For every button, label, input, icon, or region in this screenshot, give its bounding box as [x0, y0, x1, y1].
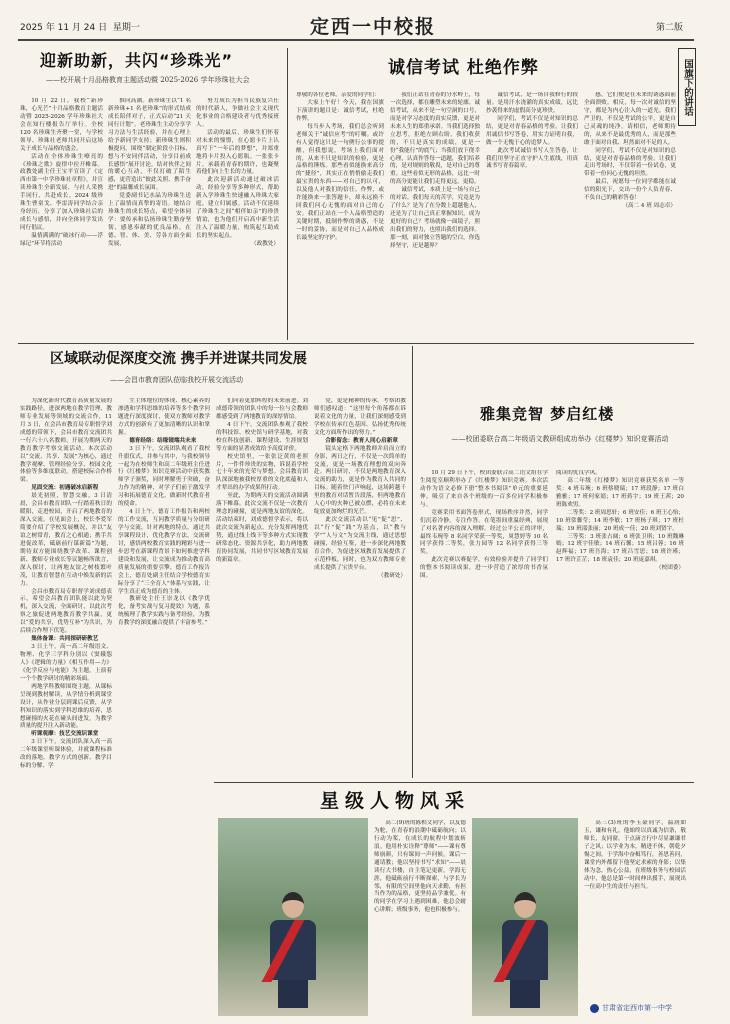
paragraph: 们向着更加辉煌的未来前进。刘成德带领的团队中的每一位与会教师都感受到了两地教育的深厚情谊。: [216, 398, 308, 420]
article5-col1: [374, 820, 466, 1018]
paragraph: 同学们，考试不仅是对知识的总结，更是对青春品格的考验。让我们用诚信书写答卷，用实力证明自我，做一个无愧于心的追梦人。: [486, 115, 578, 146]
paragraph: 晨光初照，智慧交融。3 日清晨，会昌市教育团队一行踏着秋日的暖阳，走进校园，开启了两地教育的深入交流。在见面会上，校长李爱军简要介绍了学校发展概况，并以“友谊之树常青，教育之心相通；携手共进促改革，砥砺前行谋新篇”为题，期待双方能围绕教学改革、课程创新、教师专业成长等议题畅所欲言，深入探讨，让两地友谊之树枝繁叶茂，让教育智慧在互动中焕发新的活力。: [20, 493, 112, 587]
paragraph: 高三(3)班的李玉豪同学，温润如玉，谦和有礼。他始终以真诚为信条，敬师长，友同窗，于点滴言行中尽显谦谦君子之风；以学业为本，精进不休，朝乾夕惕之间，于学海中奋楫笃行，善思善问，课堂内外都留下他坚定求索的身影；以集体为念，热心公益，在班级事务与校园活动中，他总是第一时间伸出援手，展现出一位高中生的责任与担当。: [584, 820, 686, 890]
article1-col2: [108, 98, 191, 338]
paragraph: 此次迎新活动通过破冰活动，经验分享等多种形式，帮助新入学珍珠生快速融入珍珠大家庭，建立归属感。活动不仅延续了珍珠生之间“相伴如亲”的珍贵情谊，也为他们开启高中新生活注入了温暖力量，构筑起互助成长的坚实起点。: [196, 177, 279, 239]
article1-title: 迎新助新，共闪“珍珠光”: [40, 51, 234, 70]
article3-subtitle: ——会昌市教育团队莅临我校开展交流活动: [110, 376, 243, 384]
article2-col3: [486, 92, 578, 340]
article1-col3: [196, 98, 279, 338]
subheading: 合影留念：教育人同心启新章: [325, 437, 398, 444]
article3-title: 区域联动促深度交流 携手并进谋共同发展: [50, 351, 307, 367]
footer-logo: [590, 1004, 672, 1014]
paragraph: 3 日上午，高一高二年级语文、物理、化学三学科分别以《窦娥怨人》《逻辑的力量》《相互作用—力》《化学反应与电能》为主题，上演着一个个教学研讨的精彩场面。: [20, 644, 112, 682]
article5-title: 星级人物风采: [320, 790, 471, 812]
school-emblem-icon: [590, 1004, 599, 1013]
subheading: 集体备课：共同探研研教艺: [31, 636, 99, 643]
footer-text: 甘肃省定西市第一中学: [602, 1004, 672, 1012]
paragraph: 校史馆里，一张张泛黄的老照片，一件件珍贵的实物，诉说着学校七十年来的光荣与梦想。会昌教育团队深深地被我校厚重的文化底蕴和人才辈出的办学成果所打动。: [216, 453, 308, 492]
student-photo-2: [472, 818, 578, 1016]
article4-col1: [420, 470, 548, 778]
paragraph: 此次考试诚信书写人生答卷，让我们用坚守正直守护人生底线，用真诚书写青春篇章。: [486, 147, 578, 170]
paragraph: 为深化新时代教育高质量发展的实践路径，进深两地在教学管理、教师专业发展等领域的交流合作，11 月 3 日，在会昌市教育局专职督学刘成德的带领下，会昌市教育交流团共一行六十八名教师，开展为期两天的教育教学考察交流活动。本次活动以“交流、共享、发展”为核心，通过教学观摩、管理经验分享、校园文化体验等多维度联动，搭建校际合作桥梁。: [20, 398, 112, 484]
paragraph: 此次竞赛以赛促学，有效检验并提升了同学们的整本书阅读成果，进一步营造了浓厚的书香氛围。: [420, 557, 548, 580]
paragraph: 镜头定格下两地教师并肩而立的身影，两日之行，不仅是一次简单的交流，更是一场教育理想的双向奔赴。两日研讨，不仅是两地教育深入交流的助力，更是作为教育人共同的目标。随着快门声响起，这场跨越千里的教育对话暂告段落，但两地教育人心中的火种已被点燃，必将在未来绽放更加绚烂的光芒。: [314, 445, 406, 516]
article3-col1: [20, 398, 112, 1018]
masthead: 定西一中校报: [310, 16, 437, 38]
edition-label: 第二版: [656, 23, 684, 33]
subheading: 听课观摩：技艺交流识课堂: [31, 731, 99, 738]
paragraph: 努力成长为担当民族复兴任的时代新人，争做社会主义现代化事业的合格建设者与优秀接班人。: [196, 98, 279, 128]
article4-subtitle: ——校团委联合高二年级语文教研组成功举办《红楼梦》知识竞赛活动: [451, 435, 669, 443]
paragraph: 3 日下午，交流团队深入高一高二年级课堂听课体验，并就课程标准改的落地、教学方式的创新、教学目标的分解、学: [20, 739, 112, 770]
article4-col2: [556, 470, 684, 778]
article2-col2: [390, 92, 480, 340]
article5-col2: [584, 820, 686, 1000]
paragraph: 教研处主任王崇龙以《教学优化，备考实战与复习提效》为题，系统梳理了教学实践与备考经验，为教育教学的深度融合提供了丰富参考。”: [118, 596, 210, 627]
side-tag: 国旗下的讲话: [678, 48, 696, 126]
paragraph: 会昌市教育局专职督学刘成德表示，希望会昌教育团队能以此为契机，深入交流，全面研讨，以此次考察之旅促进两地教育教学共赢，更以“爱的共享，优势互补”为共识，为后续合作埋下伏笔。: [20, 588, 112, 635]
byline: （教研处）: [378, 572, 406, 579]
paragraph: 高二年级《红楼梦》知识竞赛获奖名单 一等奖：4 班韦琬；6 班蔡晓瑞；17 班段静；17 班白雅雅；17 班何家婧；17 班蒋宇；19 班王茜；20 班陈欢男。: [556, 477, 684, 508]
paragraph: 10 月 22 日，我校“新珍珠，心光芒”十月品格教育主题活动暨 2025-2026 学年珍珠社大会在知行楼报告厅举行。全校 120 名珍珠生齐聚一堂，与学校领导、珍珠社老师共同开启这场关于成长与品格的盛会。: [20, 98, 103, 152]
article2-col1: [296, 92, 384, 340]
paragraph: 同学们，考试不仅是对知识的总结，更是对青春品格的考验。让我们走出考场时，不仅带着一份试卷，更带着一份问心无愧的坦然。: [584, 147, 676, 178]
header-rule: [18, 39, 694, 41]
paragraph: 高二(9)班的陈相文同学，以友德为舵，在青春的浪潮中砥砺航向；以行动为桨，在成长的航程中划波斩浪。他用朴实诠释“尊师”——课有尊师崩颜，只有课间一声问候，课后一通请教；他以坚持书写“求知”——晨读行大书楼，自主笔记更新，学海无涯，他砥砺前行不断探索，与学长为邻，有限的空间里他向天求勤，有担当作为的品格，更坚持品学兼优。有的同学在学习上遇到困难，他总会耐心讲解；班级事务，他也积极参与。: [374, 820, 466, 914]
paragraph: 10 月 29 日下午，校团委联合高二语文组在学生阅览室顺利举办了《红楼梦》知识竞赛。本次活动作为语文必修下册“整本书阅读”单元的重要延伸，吸引了来自各个班级的一百多位同学积极参与。: [420, 470, 548, 508]
divider-h: [214, 782, 694, 783]
article3-col2: [118, 398, 210, 778]
paragraph: 最后，祝愿每一位同学都能在诚信的阳光下，交出一份个人负青春、不负自己的精彩答卷！: [584, 179, 676, 202]
paragraph: 推向高潮。新珍珠生以“1 名新珍珠+1 名老珍珠”的形式结成成长陪伴对子，正式启动“21 天同行计划”。老珍珠生主动分享学习方法与生活经验，并在心理上给予新同学支持；新珍珠生则积极提问，围绕“制定阶段小目标、想与不安同伴活动，分享目前成长感悟”展开讨论。结对伙伴之间的暖心互动，不仅打破了陌生感，更营造出“彼此关照、携手奋进”的温馨成长氛围。: [108, 98, 191, 192]
header-date: [20, 22, 140, 35]
divider-v: [287, 48, 288, 340]
divider-h: [18, 343, 694, 344]
article4-title: 雅集竞智 梦启红楼: [480, 405, 615, 423]
paragraph: 我们正站在青春的分水岭上，每一次选择，都在雕塑未来的轮廓。诚信考试，从来不是一句空洞的口号，而是对学习态度的真实反馈，更是对未来人生的郑重承诺。当我们选择独立思考，拒绝左顾右盼，我们收获的，不只是真实的成绩，更是一份“我能行”的底气；当我们放下侥幸心理，认真作答每一道题，我们培养的，是对规则的敬畏，是对自己的尊重。这些看似无形的品格，远比一时的高分更能让我们走得更远，更稳。: [390, 92, 480, 186]
byline: （校团委）: [656, 565, 684, 572]
subheading: 德育经络：结缘镜端共未来: [129, 437, 197, 444]
paragraph: 温情满满的“破冰行动——浮绿记”环节将活动: [20, 232, 103, 247]
paragraph: 感，它们便是在未来的诱惑面前全面溃败。相反，每一次对诚信的坚守，都是为内心注入的一道光。我们严卫的，不仅是考试的公平，更是自己灵魂的纯净。请相信，老师期待的，从来不是最优秀的人，而是那些敢于面对自我、坦然面对不足的人。: [584, 92, 676, 146]
divider-v: [412, 346, 413, 778]
paragraph: 大家上午好！今天，我在国旗下演讲的题目是：诚信考试，杜绝作弊。: [296, 99, 384, 122]
paragraph: 党，更是精神的传承。考察团教师们感叹道：“这里每个角落都在诉说着文化的力量，让我们深刻感受到学校在传承红色基因、弘扬优秀传统文化方面所作出的努力。”: [314, 398, 406, 436]
paragraph: 活动的最后，珍珠生们怀着对未来的憧憬，在心愿卡片上认真写下“一年后的梦想”，并郑重地将卡片投入心愿瓶。一张张卡片，承载着青春的期许，也凝聚着他们向上生长的力量。: [196, 129, 279, 176]
subheading: 见面交流：初遇破冰启新程: [31, 485, 99, 492]
paragraph: 两地学科教师围绕主题，从课标呈现到教材解读，从学情分析到课堂设计，从作业分层到课后反馈，从学科知识的落实到学科思维的培养，思想碰撞的火花在碰头间进发，为教学质量的提升注入新动能。: [20, 683, 112, 730]
article1-col1: [20, 98, 103, 338]
paragraph: 每当步入考场，我们总会听到老师关于“诚信应考”的叮嘱。或许有人觉得这只是一句例行公事的提醒，但我想说，考场上我们面对的，从来不只是知识的检验，更是品格的锤炼。那些看似能换来高分的“捷径”，其实正在悄悄偷走我们最宝贵的东西——对自己的认可，以及他人对我们的信任。作弊，或许能换来一张答题卡，却永远换不回我们问心无愧的面对自己的心安。我们正站在一个人品格塑造的关键时期，抵制作弊的诱惑，不是一时的妥协，而是对自己人品格成长最坚定的守护。: [296, 123, 384, 241]
paragraph: 二等奖：2 班周思轩；6 班安佳；6 班王心怡；10 班常馨莹；14 班李敏；17 班杨子琪；17 班杜瑞；19 班邵张丽；20 班成一佳；20 班刘贤宇。: [556, 509, 684, 532]
student-photo-1: [218, 818, 368, 1016]
article3-col3: [216, 398, 308, 778]
byline: （政教处）: [251, 240, 279, 247]
article1-subtitle: ——校开展十月品格教育主题活动暨 2025-2026 学年珍珠社大会: [46, 76, 250, 84]
paragraph: 3 日下午，交流团队观看了我校升旗仪式，并参与其中，与我校领导一起为在校师生和高二年级班主任进行《红楼梦》知识竞赛活动中获奖教师学子颁奖，同时理解勇于突破，奋力作为的精神，对学子们前于激发学习和拓展德育文化，做新时代教育者的使命。: [118, 445, 210, 508]
paragraph: 4 日下午，交流团队参观了我校的科技馆、校史馆与研学基地，对我校在科技创新、课程建设、生涯规划等方面的显著成效给予高度评价。: [216, 421, 308, 452]
article2-title: 诚信考试 杜绝作弊: [388, 58, 539, 78]
paragraph: 生主体地位的体现、核心素养的渗透和学科思维的培养等多个教学问题进行深度探讨，使双方教师对教学方式的创新有了更加清晰的认识和掌握。: [118, 398, 210, 436]
paragraph: 竞赛采用书面答卷形式，现场秩序井然，同学们沉着冷静，专注作答。在笔墨间重温经典，展现了对名著内容的深入理解。经过公平公正的评审，最终韦琬等 8 名同学荣获一等奖，周慧婷等 10 名同学获得二等奖，张力园等 12 名同学获得三等奖。: [420, 509, 548, 556]
paragraph: 三等奖：3 班张占阔；6 班张卫琪；10 班魏琳嫣；12 班宇佳敏；14 班石馨；15 班吕蓉；16 班赵辉福；17 班吾海；17 班吕雪思；18 班许瑾；17 班许芷芷；18 班袁佳；20 班庞嘉琪。: [556, 533, 684, 564]
paragraph: 尊敬的各位老师，亲爱的同学们：: [296, 92, 380, 98]
student-figure: [270, 892, 316, 1008]
paragraph: 诚信考试，是一场自我修行的较量。是用汗水浇灌的真实成绩，远比抄袭得来的虚假高分更珍贵。: [486, 92, 578, 114]
issue-date: 2025 年 11 月 24 日: [20, 23, 108, 33]
paragraph: 党委副书记水晶为珍珠生送上了温情而真挚的寄语。她结合珍珠生的成长特点，希望全体同学：要传承和弘扬珍珠生勤奋坚韧、感恩奉献的优良品格，在德、智、体、美、劳各方面全面发展，: [108, 193, 191, 247]
article3-col4: [314, 398, 406, 778]
article2-col4: [584, 92, 676, 340]
paragraph: 至此，为期两天的交流活动圆满落下帷幕。此次交流不仅是一次教育理念的碰撞，更是两地友谊的深化。活动结束时，刘成德督学表示，将以此次交流为新起点，充分发挥两地优势，通过线上线下等多种方式实现教研常态化、资源共享化，助力两地教育协同发展，共同书写区域教育发展的新篇章。: [216, 493, 308, 563]
paragraph: 此次交流活动以“见”促“思”、以“行”促“践”为基点，以“教与学”“人与文”为交流主线，通过思想碰撞，经验互鉴，进一步深化两地教育合作，为促进区域教育发展提供了示范样板。同时，也为双方教师专业成长提供了宝贵平台。: [314, 517, 406, 571]
student-figure: [502, 892, 548, 1008]
paragraph: 4 日上午，德育工作报告和两校的工作交流，互问教学质量与分组研学与交流，针对两地的特点，通过共享课程设计，优化教学方法，交流研讨，感悟两校教育实践的精彩与进一步思考在新课程背景下如何推进学科建设和发展，让交流成为推动教育高质量发展的重要引擎。德育工作报告会上，德育处副主任结合学校德育实际分享了“三全育人”体系与实践，让学生真正成为德育的主体。: [118, 509, 210, 595]
issue-weekday: 星期一: [112, 23, 140, 33]
paragraph: 阅读的优良学风。: [556, 470, 601, 476]
paragraph: 诚信考试，本质上是一场与自己的对话。我们每天的苦学，究竟是为了什么？是为了在分数上超越他人，还是为了让自己真正掌握知识，成为更好的自己？考场就像一面镜子，照出我们的努力，也照出我们的选择。那一刻，面对独立答题的空白，你选择坚守，还是越界？: [390, 187, 480, 249]
byline: （高二 4 班 周志卓）: [622, 203, 676, 210]
paragraph: 活动在全体珍珠生嘹亮的《珍珠之歌》旋律中拉开帷幕。政教处副主任王宝平宣读了《定西市第一中学珍珠社章程》，并宣读珍珠生全新发展、与社人采携手同行，共赴成长。2024 级珍珠生曹童戈、李雷涛同学结合亲身经历，分享了加入珍珠社后的成长与感悟，并向全体同学发出同行倡议。: [20, 153, 103, 231]
